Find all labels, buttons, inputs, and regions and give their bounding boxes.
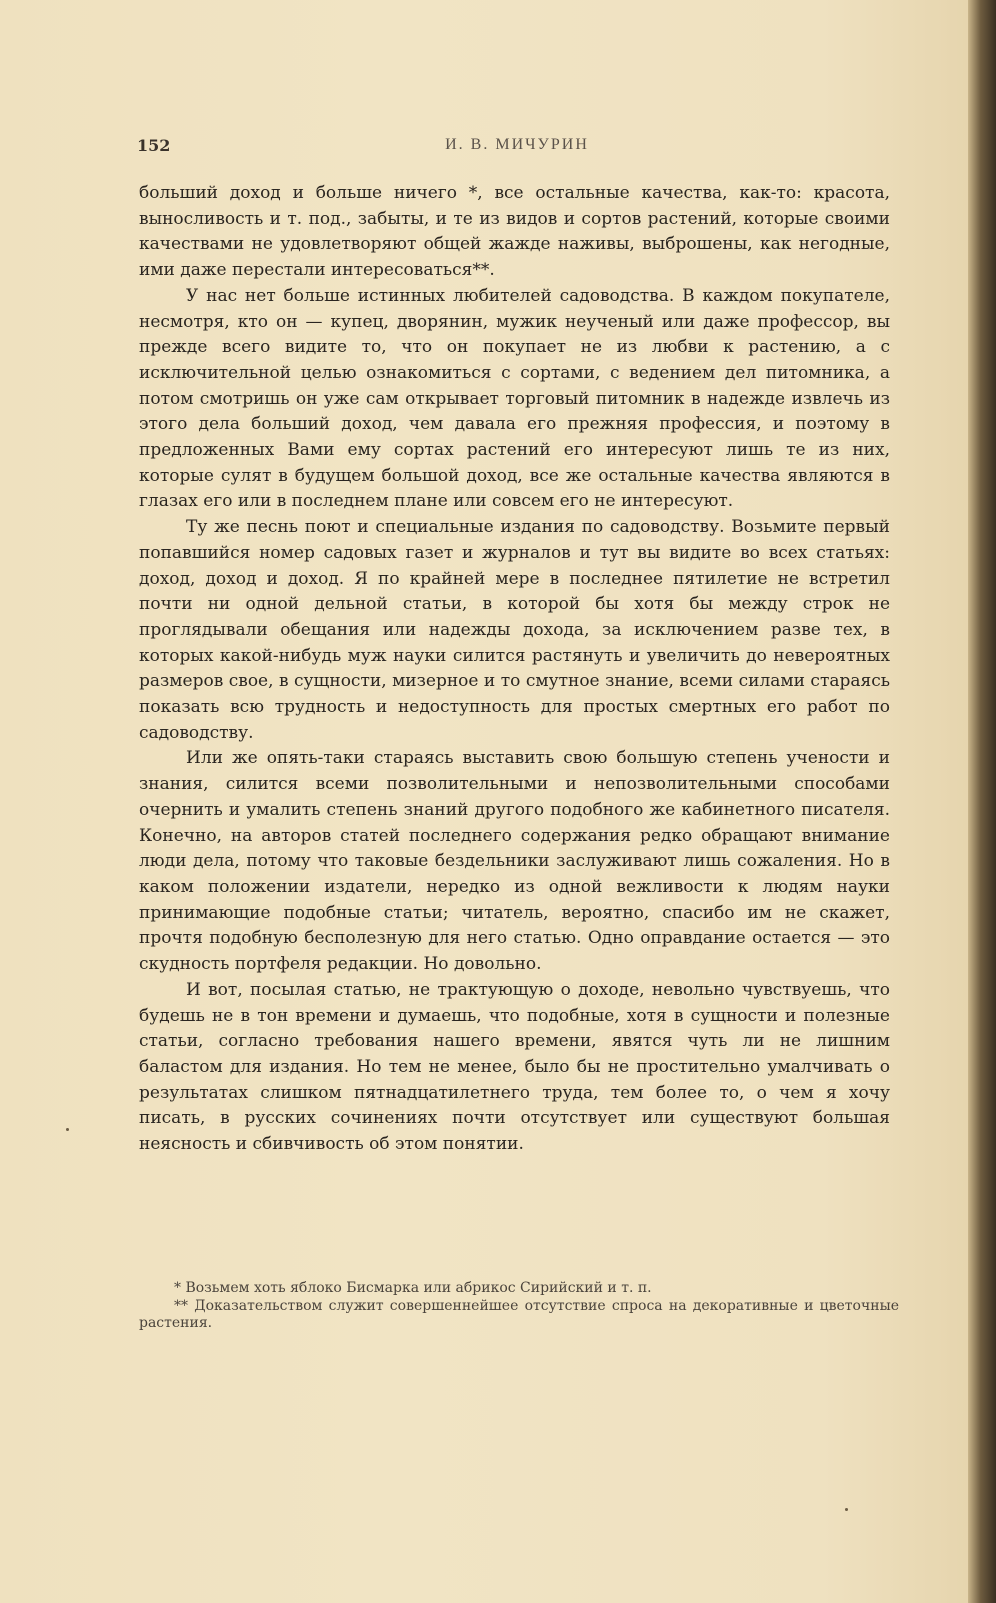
body-text [139, 181, 890, 1158]
paragraph: У нас нет больше истинных любителей садоводства. В каждом покупателе, несмотря, кто он — купец, дворянин, мужик неученый или даже профессор, вы прежде всего видите то, что он покупает не из любви к растению, а с исключительной целью ознакомиться с сортами, с ведением дел питомника, а потом смотришь он уже сам открывает торговый питомник в надежде извлечь из этого дела больший доход, чем давала его прежняя профессия, и поэтому в предложенных Вами ему сортах растений его интересуют лишь те из них, которые сулят в будущем большой доход, все же остальные качества являются в глазах его или в последнем плане или совсем его не интересуют. [139, 285, 890, 512]
paper-speck [66, 1128, 69, 1131]
paragraph: Ту же песнь поют и специальные издания по садоводству. Возьмите первый попавшийся номер садовых газет и журналов и тут вы видите во всех статьях: доход, доход и доход. Я по крайней мере в последнее пятилетие не встретил почти ни одной дельной статьи, в которой бы хотя бы между строк не проглядывали обещания или надежды дохода, за исключением разве тех, в которых какой-нибудь муж науки силится растянуть и увеличить до невероятных размеров свое, в сущности, мизерное и то смутное знание, всеми силами стараясь показать всю трудность и недоступность для простых смертных его работ по садоводству. [139, 517, 890, 743]
paragraph: Или же опять-таки стараясь выставить свою большую степень учености и знания, силится всеми позволительными и непозволительными способами очернить и умалить степень знаний другого подобного же кабинетного писателя. Конечно, на авторов статей последнего содержания редко обращают внимание люди дела, потому что таковые бездельники заслуживают лишь сожаления. Но в каком положении издатели, нередко из одной вежливости к людям науки принимающие подобные статьи; читатель, вероятно, спасибо им не скажет, прочтя подобную бесполезную для него статью. Одно оправдание остается — это скудность портфеля редакции. Но довольно. [139, 748, 890, 975]
footnote: * Возьмем хоть яблоко Бисмарка или абрикос Сирийский и т. п. [174, 1280, 652, 1296]
running-title: И. В. МИЧУРИН [445, 136, 589, 153]
paragraph: больший доход и больше ничего *, все остальные качества, как-то: красота, выносливость и т. под., забыты, и те из видов и сортов растений, которые своими качествами не удовлетворяют общей жажде наживы, выброшены, как негодные, ими даже перестали интересоваться**. [139, 183, 890, 281]
page-header [137, 136, 897, 160]
page-edge-shadow [968, 0, 996, 1603]
footnotes [139, 1280, 899, 1333]
paper-speck [845, 1508, 848, 1511]
page-number: 152 [137, 136, 171, 155]
paragraph: И вот, посылая статью, не трактующую о доходе, невольно чувствуешь, что будешь не в тон времени и думаешь, что подобные, хотя в сущности и полезные статьи, согласно требования нашего времени, явятся чуть ли не лишним баластом для издания. Но тем не менее, было бы не простительно умалчивать о результатах слишком пятнадцатилетнего труда, тем более то, о чем я хочу писать, в русских сочинениях почти отсутствует или существуют большая неясность и сбивчивость об этом понятии. [139, 979, 890, 1155]
footnote: ** Доказательством служит совершеннейшее отсутствие спроса на декоративные и цветочные растения. [139, 1298, 899, 1331]
